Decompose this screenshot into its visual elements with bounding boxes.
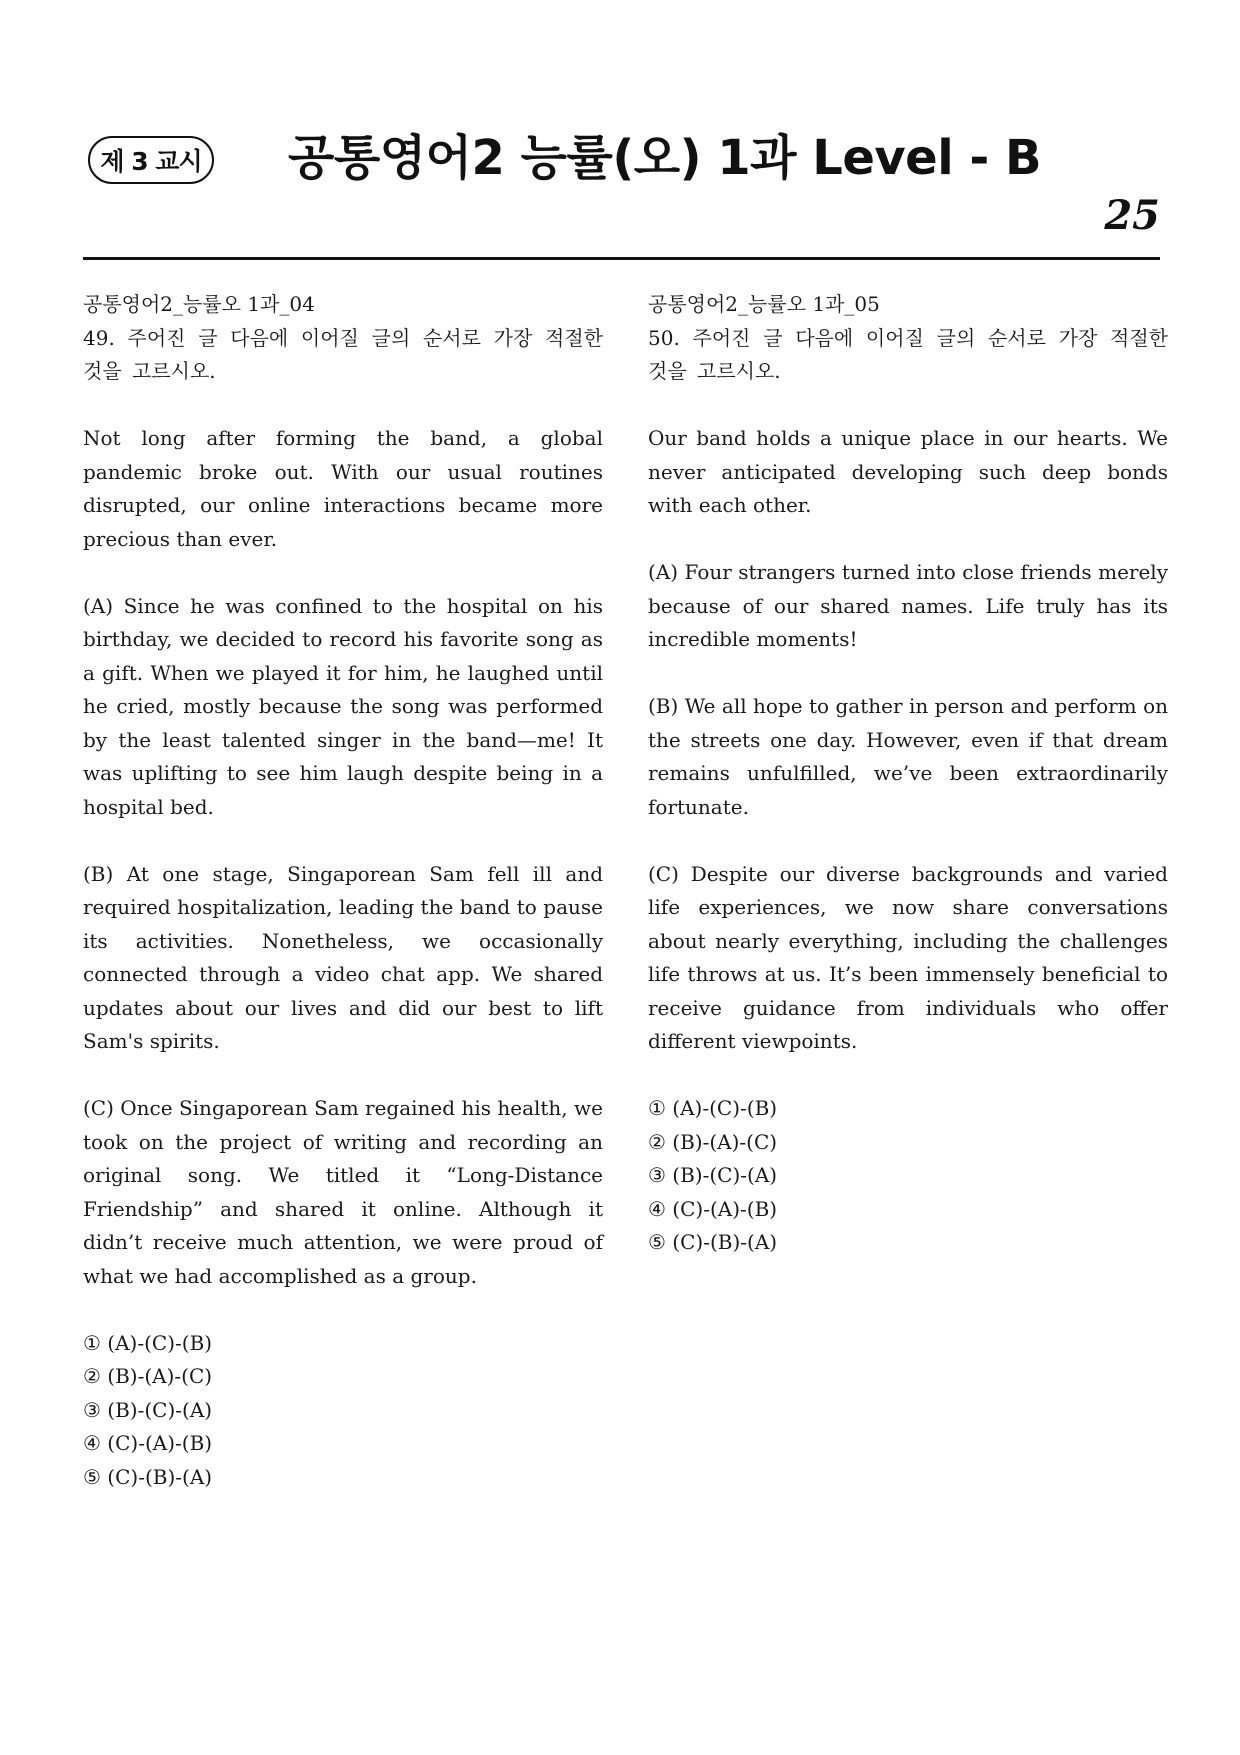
answer-choice-3: ③ (B)-(C)-(A) [648,1163,778,1187]
period-badge: 제 3 교시 [88,136,214,184]
answer-choice-4: ④ (C)-(A)-(B) [648,1196,778,1221]
answer-choice-5: ⑤ (C)-(B)-(A) [648,1230,778,1254]
question-50 [648,288,1168,1260]
passage-intro: Not long after forming the band, a global pandemic broke out. With our usual routines disrupted, our online interactions became more precious than ever. [83,426,603,551]
answer-choice-5: ⑤ (C)-(B)-(A) [83,1464,213,1489]
answer-choice-1: ① (A)-(C)-(B) [83,1330,213,1355]
page-number: 25 [1104,192,1160,239]
paragraph-a: (A) Four strangers turned into close friends merely because of our shared names. Life truly has its incredible moments! [648,560,1168,651]
paragraph-c: (C) Despite our diverse backgrounds and varied life experiences, we now share conversations about nearly everything, including the challenges life throws at us. It’s been immensely beneficial to receive guidance from individuals who offer different viewpoints. [648,861,1168,1053]
paragraph-b: (B) We all hope to gather in person and perform on the streets one day. However, even if that dream remains unfulfilled, we’ve been extraordinarily fortunate. [648,694,1168,819]
passage-intro: Our band holds a unique place in our hearts. We never anticipated developing such deep bonds with each other. [648,426,1168,517]
header-divider [83,257,1160,260]
answer-choice-4: ④ (C)-(A)-(B) [83,1431,213,1455]
answer-choices [83,1327,603,1495]
question-49 [83,288,603,1494]
question-stem: 50. 주어진 글 다음에 이어질 글의 순서로 가장 적절한 것을 고르시오. [648,325,1168,383]
question-stem: 49. 주어진 글 다음에 이어질 글의 순서로 가장 적절한 것을 고르시오. [83,325,603,383]
answer-choices [648,1092,1168,1260]
question-code: 공통영어2_능률오 1과_04 [83,292,315,316]
page-title: 공통영어2 능률(오) 1과 Level - B [288,130,1042,186]
answer-choice-3: ③ (B)-(C)-(A) [83,1397,213,1422]
paragraph-b: (B) At one stage, Singaporean Sam fell ill and required hospitalization, leading the band to pause its activities. Nonetheless, we occasionally connected through a video chat app. We shared updates about our lives and did our best to lift Sam's spirits. [83,861,603,1053]
paragraph-a: (A) Since he was confined to the hospital on his birthday, we decided to record his favorite song as a gift. When we played it for him, he laughed until he cried, mostly because the song was performed by the least talented singer in the band—me! It was uplifting to see him laugh despite being in a hospital bed. [83,593,603,819]
answer-choice-2: ② (B)-(A)-(C) [648,1129,778,1154]
paragraph-c: (C) Once Singaporean Sam regained his health, we took on the project of writing and recording an original song. We titled it “Long-Distance Friendship” and shared it online. Although it didn’t receive much attention, we were proud of what we had accomplished as a group. [83,1096,603,1288]
answer-choice-2: ② (B)-(A)-(C) [83,1364,213,1388]
answer-choice-1: ① (A)-(C)-(B) [648,1096,778,1120]
question-code: 공통영어2_능률오 1과_05 [648,292,880,316]
